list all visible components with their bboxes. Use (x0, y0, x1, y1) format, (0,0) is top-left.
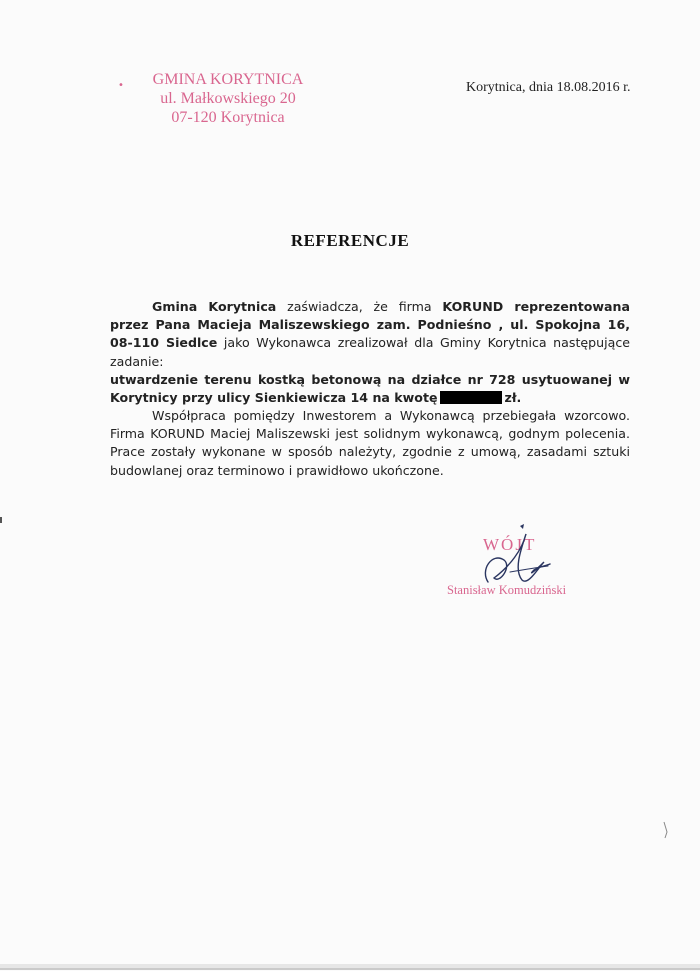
paragraph-2-text: Współpraca pomiędzy Inwestorem a Wykonawcą przebiegała wzorcowo. Firma KORUND Maciej Maliszewski jest solidnym wykonawcą, godnym polecenia. Prace zostały wykonane w sposób należyty, zgodnie z umową, zasadami sztuki budowlanej oraz terminowo i prawidłowo ukończone. (110, 408, 630, 478)
paragraph-1-contractor: KORUND reprezentowana przez Pana Macieja Maliszewskiego zam. Podnieśno , ul. Spokojna 16, 08-110 Siedlce (110, 299, 630, 351)
stamp-line-3: 07-120 Korytnica (171, 109, 285, 126)
paragraph-1-currency: zł. (504, 390, 522, 406)
stamp-line-1: GMINA KORYTNICA (152, 71, 304, 88)
signature-title: WÓJT (483, 535, 537, 554)
stamp-dot: • (118, 80, 124, 91)
stamp-line-2: ul. Małkowskiego 20 (160, 90, 296, 107)
paragraph-1-text-a: zaświadcza, że firma (276, 299, 443, 314)
paragraph-1-text-b: jako Wykonawca zrealizował dla Gminy Korytnica następujące zadanie: (110, 335, 630, 369)
signature-name: Stanisław Komudziński (447, 583, 567, 597)
document-title: REFERENCJE (290, 231, 410, 250)
place-and-date: Korytnica, dnia 18.08.2016 r. (466, 80, 631, 95)
paragraph-1-task: utwardzenie terenu kostką betonową na działce nr 728 usytuowanej w Korytnicy przy ulicy Sienkiewicza 14 na kwotę (110, 371, 630, 406)
paragraph-1-issuer: Gmina Korytnica (152, 299, 277, 314)
